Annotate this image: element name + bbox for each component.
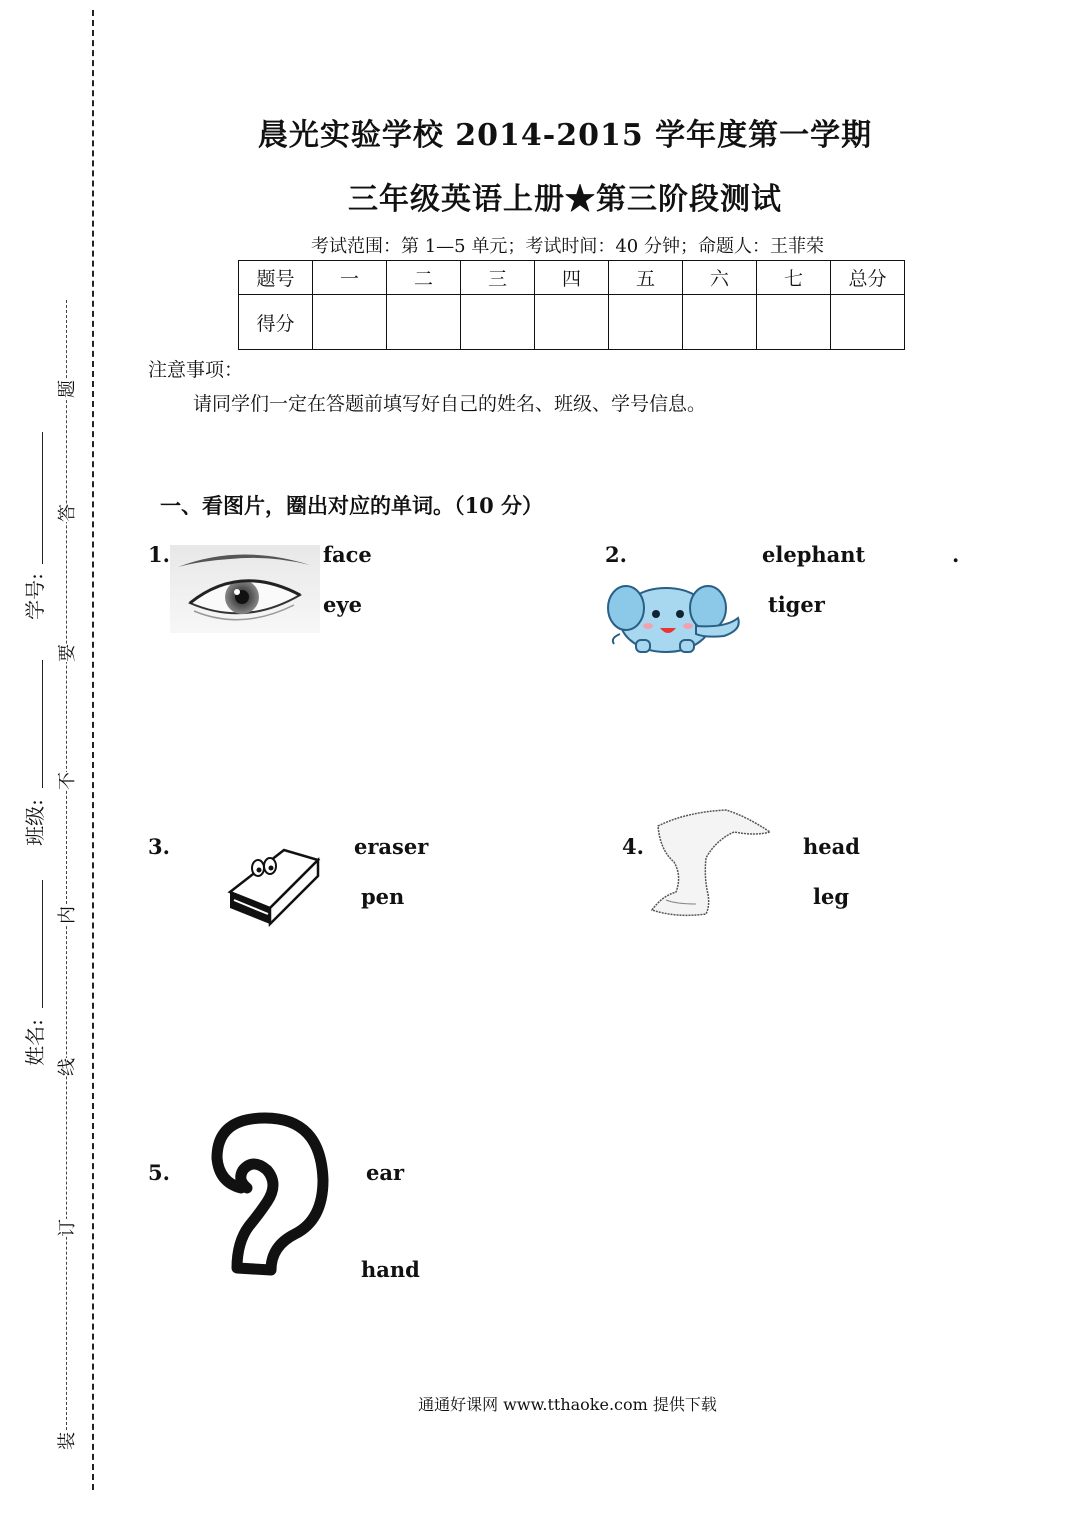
word-option[interactable]: pen	[361, 884, 405, 909]
exam-info: 考试范围：第 1—5 单元；考试时间：40 分钟；命题人：王菲荣	[311, 236, 824, 257]
word-option[interactable]: head	[803, 834, 860, 859]
score-cell[interactable]	[831, 295, 905, 350]
word-option[interactable]: eye	[323, 592, 362, 617]
score-table	[238, 260, 905, 350]
score-header-cell: 一	[313, 261, 387, 295]
margin-char: 线	[53, 1058, 79, 1076]
margin-char: 题	[53, 380, 79, 398]
score-cell[interactable]	[609, 295, 683, 350]
score-row-label: 得分	[239, 295, 313, 350]
name-label: 姓名:	[19, 1019, 48, 1066]
word-option[interactable]: tiger	[768, 592, 825, 617]
score-cell[interactable]	[535, 295, 609, 350]
word-option[interactable]: hand	[361, 1257, 420, 1282]
page-title: 晨光实验学校 2014-2015 学年度第一学期	[257, 118, 873, 153]
trailing-mark: .	[952, 542, 960, 567]
section-heading: 一、看图片，圈出对应的单词。（10 分）	[160, 493, 544, 518]
name-fill-line[interactable]	[42, 880, 43, 1008]
score-cell[interactable]	[313, 295, 387, 350]
score-cell[interactable]	[683, 295, 757, 350]
margin-char: 不	[53, 772, 79, 790]
question-number: 2.	[605, 542, 627, 567]
class-fill-line[interactable]	[42, 660, 43, 788]
eraser-icon	[222, 830, 322, 930]
binding-line-inner	[66, 300, 67, 1440]
elephant-icon	[596, 578, 746, 656]
margin-char: 订	[53, 1219, 79, 1237]
score-header-cell: 题号	[239, 261, 313, 295]
id-label: 学号:	[19, 573, 48, 620]
footer-source: 通通好课网 www.tthaoke.com 提供下载	[418, 1395, 717, 1414]
question-number: 5.	[148, 1160, 170, 1185]
word-option[interactable]: leg	[813, 884, 850, 909]
score-cell[interactable]	[757, 295, 831, 350]
word-option[interactable]: eraser	[354, 834, 429, 859]
word-option[interactable]: elephant	[762, 542, 866, 567]
leg-icon	[646, 806, 776, 922]
score-header-cell: 总分	[831, 261, 905, 295]
score-header-cell: 三	[461, 261, 535, 295]
score-header-cell: 五	[609, 261, 683, 295]
score-cell[interactable]	[461, 295, 535, 350]
word-option[interactable]: ear	[366, 1160, 405, 1185]
question-number: 4.	[622, 834, 644, 859]
eye-icon	[170, 545, 320, 633]
score-header-cell: 七	[757, 261, 831, 295]
score-header-cell: 二	[387, 261, 461, 295]
margin-char: 答	[53, 504, 79, 522]
margin-char: 内	[53, 906, 79, 924]
word-option[interactable]: face	[323, 542, 372, 567]
class-label: 班级:	[19, 799, 48, 846]
margin-char: 要	[53, 644, 79, 662]
ear-icon	[205, 1110, 335, 1280]
score-header-cell: 四	[535, 261, 609, 295]
margin-char: 装	[53, 1432, 79, 1450]
score-cell[interactable]	[387, 295, 461, 350]
question-number: 3.	[148, 834, 170, 859]
question-number: 1.	[148, 542, 170, 567]
notice-body: 请同学们一定在答题前填写好自己的姓名、班级、学号信息。	[193, 393, 707, 415]
notice-title: 注意事项：	[148, 359, 244, 381]
score-header-cell: 六	[683, 261, 757, 295]
page-subtitle: 三年级英语上册★第三阶段测试	[348, 182, 782, 217]
id-fill-line[interactable]	[42, 432, 43, 564]
